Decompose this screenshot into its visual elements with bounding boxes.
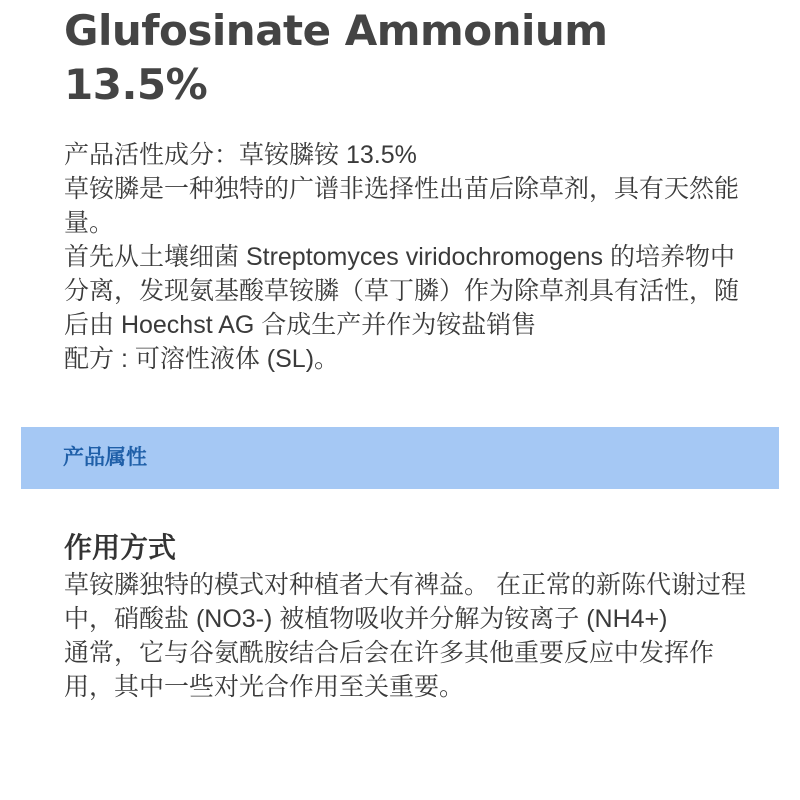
tab-product-attributes[interactable]: 产品属性 xyxy=(63,446,147,469)
mode-of-action-body xyxy=(64,568,754,704)
product-intro xyxy=(64,138,754,376)
product-title xyxy=(64,4,608,112)
mode-of-action-section xyxy=(64,528,754,704)
origin-text: 首先从土壤细菌 Streptomyces viridochromogens 的培养物中分离，发现氨基酸草铵膦（草丁膦）作为除草剂具有活性，随后由 Hoechst AG 合成生产并作为铵盐销售 xyxy=(64,243,740,339)
mode-of-action-heading: 作用方式 xyxy=(64,532,177,563)
description-text: 草铵膦是一种独特的广谱非选择性出苗后除草剂，具有天然能量。 xyxy=(64,175,740,237)
product-title-concentration: 13.5% xyxy=(64,60,208,109)
product-title-name: Glufosinate Ammonium xyxy=(64,6,608,55)
mode-of-action-paragraph-2: 通常，它与谷氨酰胺结合后会在许多其他重要反应中发挥作用，其中一些对光合作用至关重要。 xyxy=(64,639,715,701)
active-ingredient-text: 产品活性成分：草铵膦铵 13.5% xyxy=(64,141,417,169)
mode-of-action-paragraph-1: 草铵膦独特的模式对种植者大有裨益。 在正常的新陈代谢过程中，硝酸盐 (NO3-) 被植物吸收并分解为铵离子 (NH4+) xyxy=(64,571,746,633)
product-attributes-tab-bar xyxy=(21,427,779,489)
formulation-text: 配方 : 可溶性液体 (SL)。 xyxy=(64,345,340,373)
